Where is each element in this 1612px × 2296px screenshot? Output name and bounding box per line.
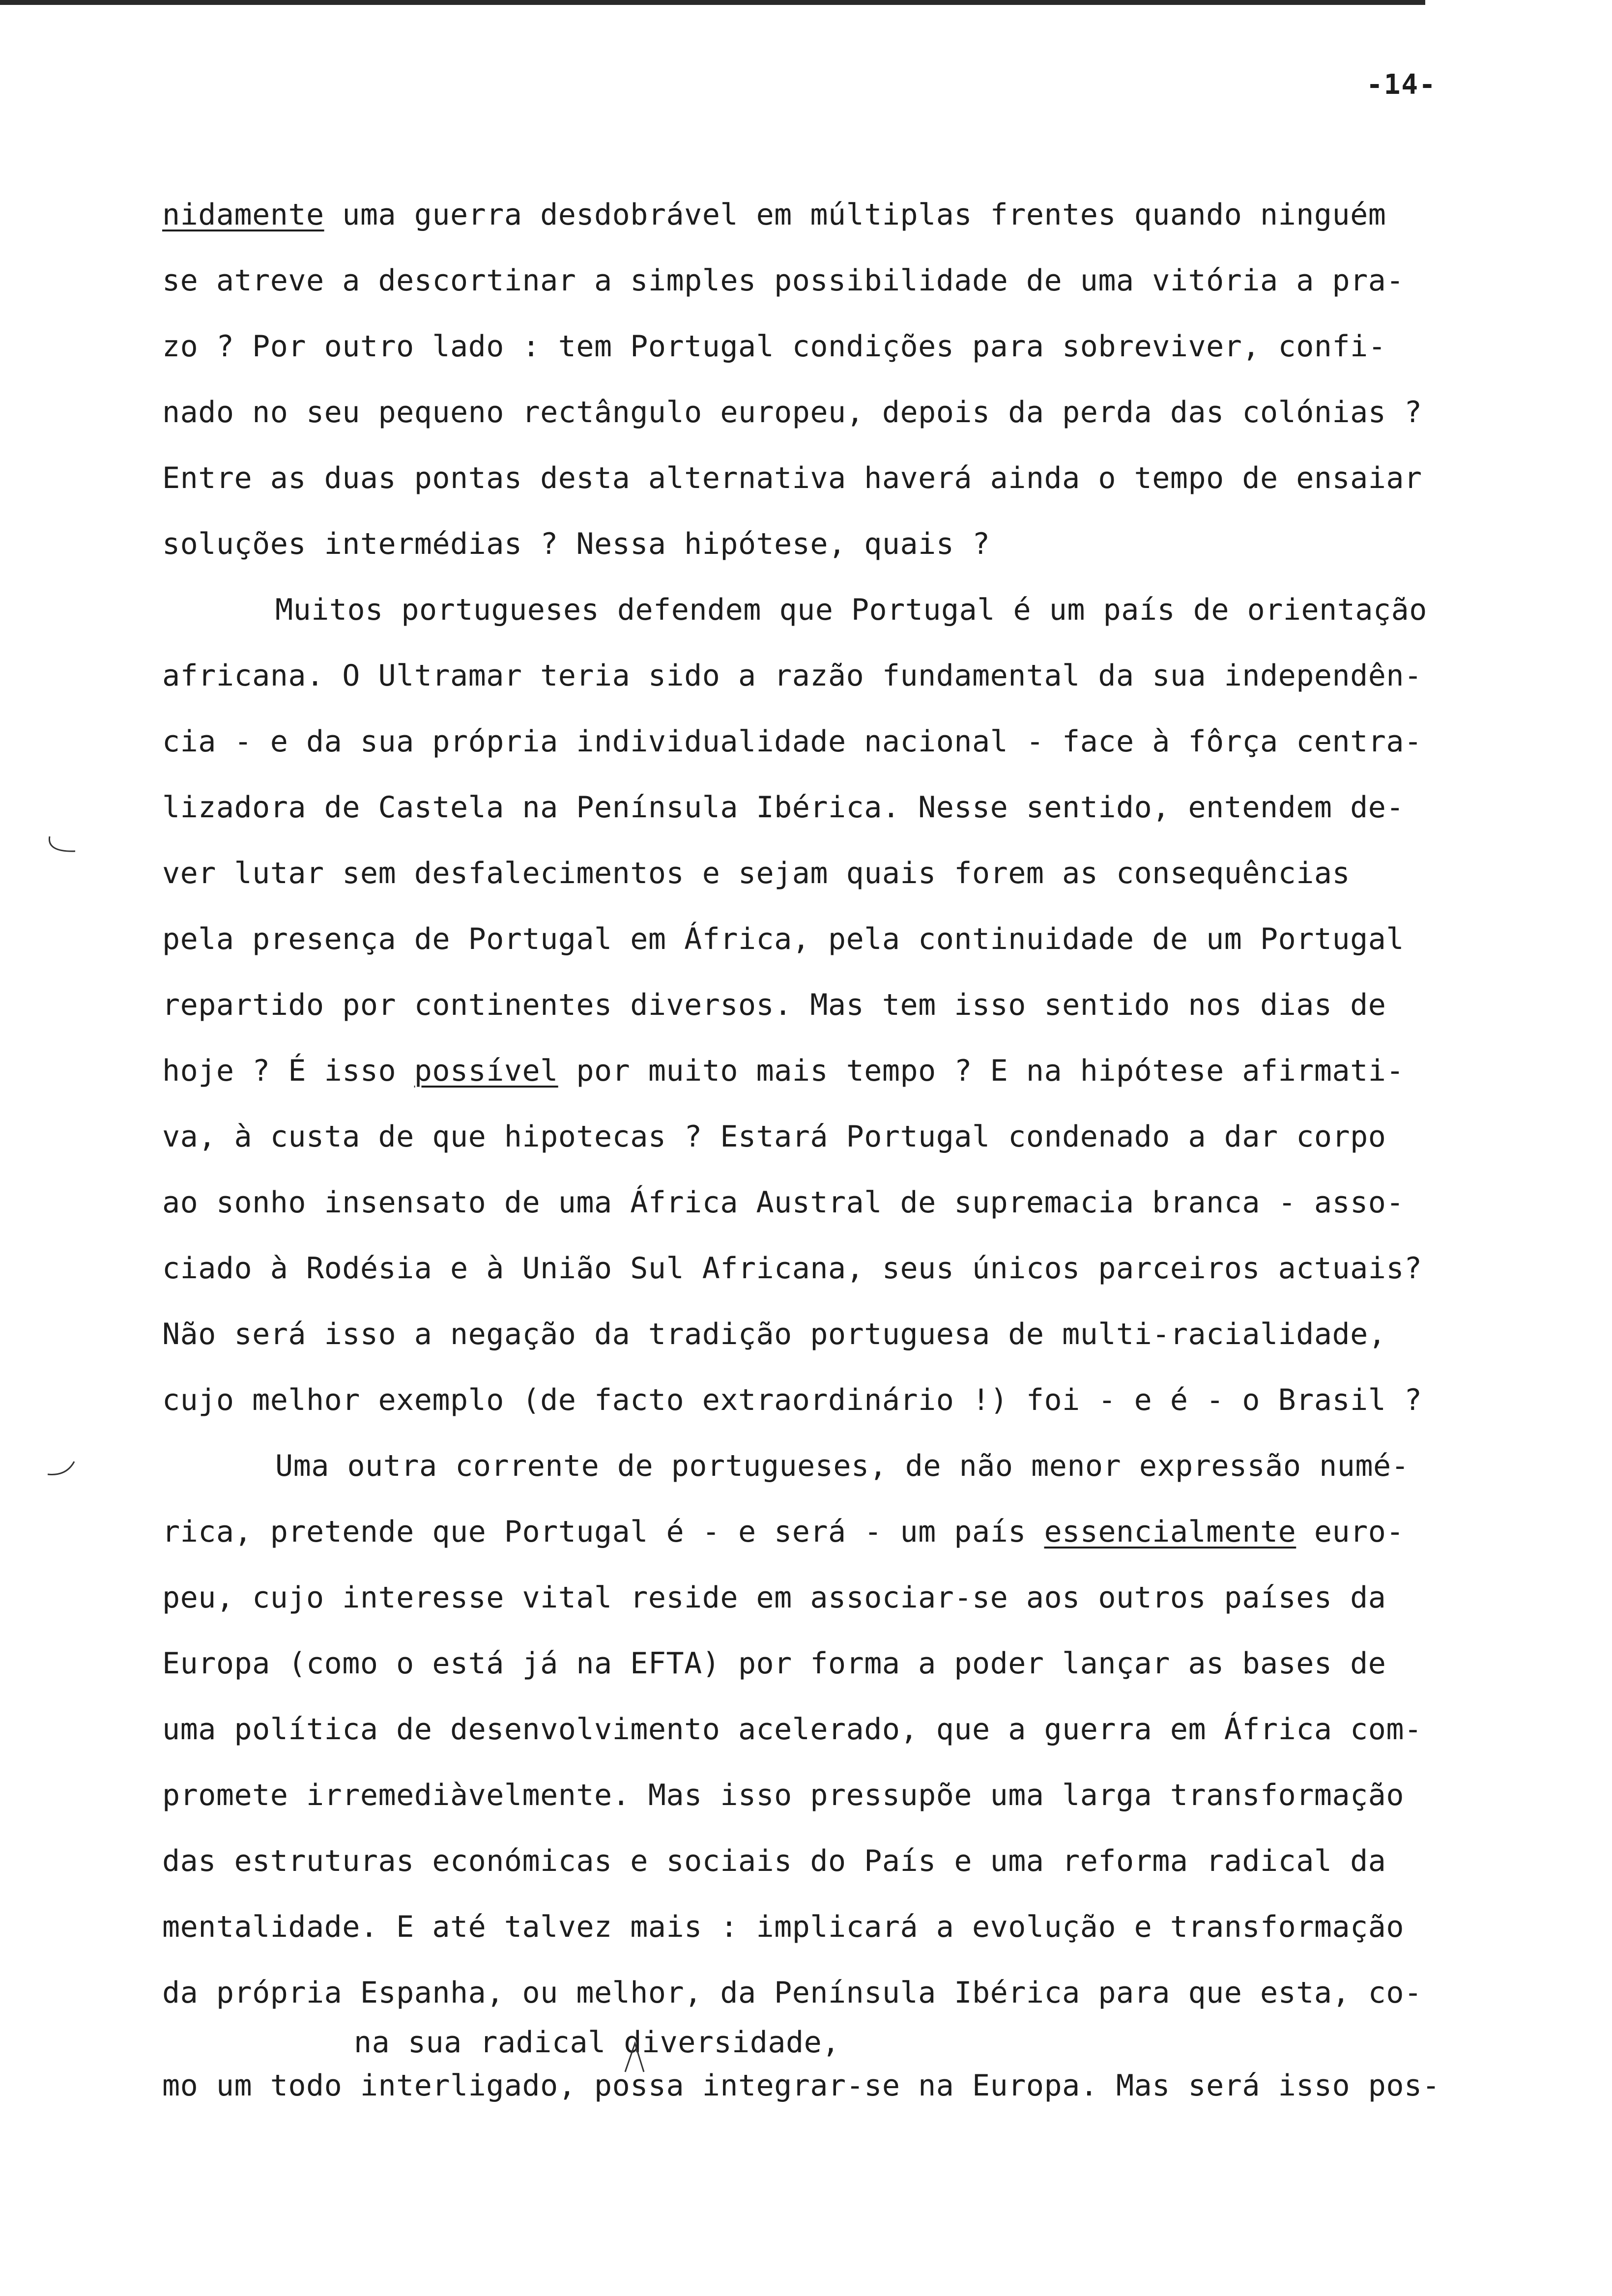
text-line [162, 1565, 1587, 1631]
text-line [162, 1038, 1587, 1104]
text-line [162, 1696, 1587, 1762]
text-segment: lizadora de Castela na Península Ibérica. Nesse sentido, entendem de- [162, 790, 1404, 825]
text-segment: Europa (como o está já na EFTA) por forma a poder lançar as bases de [162, 1646, 1386, 1681]
page-number: -14- [1366, 69, 1437, 101]
margin-bracket-mark [47, 1460, 76, 1479]
text-segment: nado no seu pequeno rectângulo europeu, depois da perda das colónias ? [162, 395, 1422, 430]
text-segment: por muito mais tempo ? E na hipótese afirmati- [558, 1054, 1405, 1088]
text-segment: da própria Espanha, ou melhor, da Península Ibérica para que esta, co- [162, 1976, 1422, 2010]
underlined-word: nidamente [162, 198, 324, 232]
text-line [162, 1631, 1587, 1696]
text-segment: ver lutar sem desfalecimentos e sejam quais forem as consequências [162, 856, 1351, 890]
text-line [162, 1433, 1587, 1499]
text-segment: hoje ? É isso [162, 1054, 414, 1088]
text-line [162, 445, 1587, 511]
text-segment: cia - e da sua própria individualidade nacional - face à fôrça centra- [162, 724, 1422, 759]
text-line [162, 709, 1587, 775]
text-segment: zo ? Por outro lado : tem Portugal condições para sobreviver, confi- [162, 329, 1386, 364]
text-line [162, 577, 1587, 643]
underlined-word: essencialmente [1044, 1515, 1296, 1549]
text-segment: peu, cujo interesse vital reside em associar-se aos outros países da [162, 1580, 1386, 1615]
text-segment: soluções intermédias ? Nessa hipótese, quais ? [162, 527, 990, 561]
text-segment: va, à custa de que hipotecas ? Estará Portugal condenado a dar corpo [162, 1119, 1386, 1154]
text-line [162, 1894, 1587, 1960]
insertion-caret-mark [624, 2039, 654, 2076]
text-line [162, 1828, 1587, 1894]
text-line [162, 1170, 1587, 1235]
text-line [162, 1235, 1587, 1301]
text-line [162, 1499, 1587, 1565]
body-text [162, 182, 1587, 2115]
text-segment: uma guerra desdobrável em múltiplas frentes quando ninguém [324, 198, 1386, 232]
text-segment: na sua radical diversidade, [354, 2025, 840, 2060]
text-segment: repartido por continentes diversos. Mas tem isso sentido nos dias de [162, 988, 1386, 1022]
text-line [162, 972, 1587, 1038]
text-segment: se atreve a descortinar a simples possibilidade de uma vitória a pra- [162, 263, 1404, 298]
text-line [162, 248, 1587, 314]
text-segment: promete irremediàvelmente. Mas isso pressupõe uma larga transformação [162, 1778, 1404, 1812]
text-line [162, 1104, 1587, 1170]
margin-bracket-mark [47, 835, 76, 855]
text-line [162, 511, 1587, 577]
handwritten-insertion-line [162, 2025, 1587, 2060]
text-line [162, 182, 1587, 248]
underlined-word: possível [414, 1054, 558, 1088]
text-segment: euro- [1296, 1515, 1405, 1549]
text-segment: africana. O Ultramar teria sido a razão fundamental da sua independên- [162, 659, 1422, 693]
text-line [162, 379, 1587, 445]
text-segment: Uma outra corrente de portugueses, de não menor expressão numé- [275, 1449, 1410, 1483]
text-line [162, 1960, 1587, 2026]
text-line [162, 1301, 1587, 1367]
text-segment: ciado à Rodésia e à União Sul Africana, seus únicos parceiros actuais? [162, 1251, 1422, 1286]
text-line [162, 314, 1587, 379]
text-segment: mo um todo interligado, possa integrar-se na Europa. Mas será isso pos- [162, 2068, 1440, 2103]
text-segment: pela presença de Portugal em África, pela continuidade de um Portugal [162, 922, 1404, 956]
text-segment: Não será isso a negação da tradição portuguesa de multi-racialidade, [162, 1317, 1386, 1351]
text-segment: ao sonho insensato de uma África Austral de supremacia branca - asso- [162, 1185, 1404, 1220]
text-line [162, 643, 1587, 709]
text-segment: cujo melhor exemplo (de facto extraordinário !) foi - e é - o Brasil ? [162, 1383, 1422, 1417]
text-line [162, 906, 1587, 972]
text-line [162, 1762, 1587, 1828]
text-segment: Muitos portugueses defendem que Portugal é um país de orientação [275, 593, 1427, 627]
text-line [162, 840, 1587, 906]
text-segment: das estruturas económicas e sociais do País e uma reforma radical da [162, 1844, 1386, 1878]
text-line [162, 775, 1587, 840]
text-segment: Entre as duas pontas desta alternativa haverá ainda o tempo de ensaiar [162, 461, 1422, 495]
text-segment: mentalidade. E até talvez mais : implicará a evolução e transformação [162, 1910, 1404, 1944]
text-segment: uma política de desenvolvimento acelerado, que a guerra em África com- [162, 1712, 1422, 1747]
text-line [162, 1367, 1587, 1433]
text-line [162, 2056, 1587, 2115]
text-segment: rica, pretende que Portugal é - e será - um país [162, 1515, 1044, 1549]
top-rule [0, 0, 1425, 5]
